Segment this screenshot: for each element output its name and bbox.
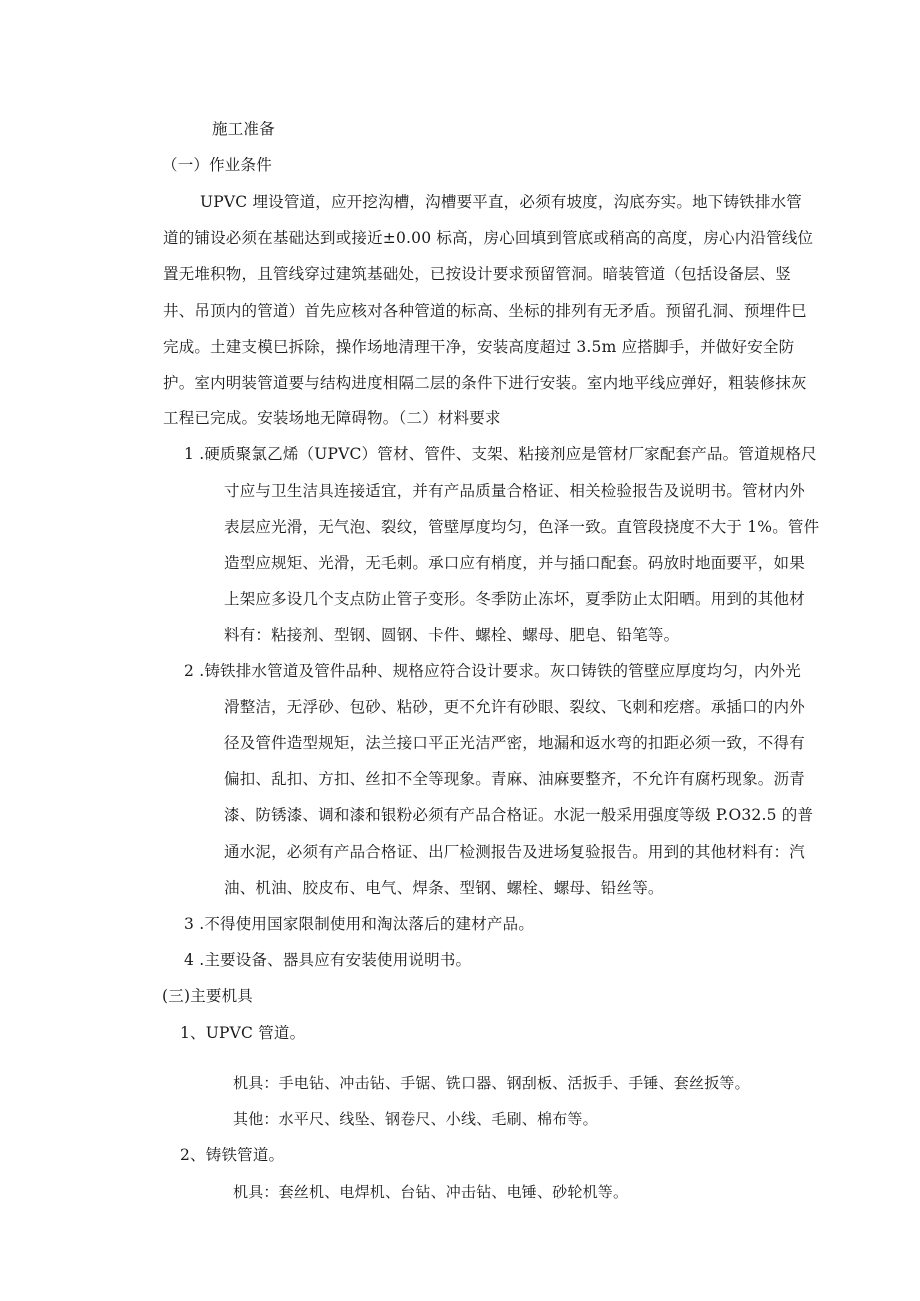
list-item-line: 上架应多设几个支点防止管子变形。冬季防止冻坏，夏季防止太阳晒。用到的其他材 xyxy=(224,590,805,608)
paragraph-line: 井、吊顶内的管道）首先应核对各种管道的标高、坐标的排列有无矛盾。预留孔洞、预埋件巳 xyxy=(163,302,807,320)
paragraph-line: UPVC 埋设管道，应开挖沟槽，沟槽要平直，必须有坡度，沟底夯实。地下铸铁排水管 xyxy=(200,193,802,211)
list-item-line: 径及管件造型规矩，法兰接口平正光洁严密，地漏和返水弯的扣距必须一致，不得有 xyxy=(224,734,805,752)
upvc-other-line: 其他：水平尺、线坠、钢卷尺、小线、毛刷、棉布等。 xyxy=(233,1110,598,1128)
upvc-tools-line: 机具：手电钻、冲击钻、手锯、铣口器、钢刮板、活扳手、手锤、套丝扳等。 xyxy=(233,1074,750,1092)
list-item-line: 油、机油、胶皮布、电气、焊条、型钢、螺栓、螺母、铅丝等。 xyxy=(224,879,664,897)
list-item-line: 寸应与卫生洁具连接适宜，并有产品质量合格证、相关检验报告及说明书。管材内外 xyxy=(224,482,805,500)
list-item-line: 滑整洁，无浮砂、包砂、粘砂，更不允许有砂眼、裂纹、飞刺和疙瘩。承插口的内外 xyxy=(224,698,805,716)
list-item-line: 漆、防锈漆、调和漆和银粉必须有产品合格证。水泥一般采用强度等级 P.O32.5 的普 xyxy=(224,806,814,824)
paragraph-line: 工程已完成。安装场地无障碍物。（二）材料要求 xyxy=(163,409,501,427)
list-item-line: 通水泥，必须有产品合格证、出厂检测报告及进场复验报告。用到的其他材料有：汽 xyxy=(224,843,805,861)
material-item-4: 4 .主要设备、器具应有安装使用说明书。 xyxy=(184,951,472,969)
castiron-tools-line: 机具：套丝机、电焊机、台钻、冲击钻、电锤、砂轮机等。 xyxy=(233,1183,629,1201)
list-item-line: 造型应规矩、光滑，无毛刺。承口应有梢度，并与插口配套。码放时地面要平，如果 xyxy=(224,554,805,572)
section-1-title: （一）作业条件 xyxy=(162,156,272,174)
upvc-subsection-title: 1、UPVC 管道。 xyxy=(180,1024,306,1042)
material-item-3: 3 .不得使用国家限制使用和淘汰落后的建材产品。 xyxy=(184,915,535,933)
paragraph-line: 置无堆积物，且管线穿过建筑基础处，已按设计要求预留管洞。暗装管道（包括设备层、竖 xyxy=(163,265,792,283)
list-item-line: 偏扣、乱扣、方扣、丝扣不全等现象。青麻、油麻要整齐，不允许有腐朽现象。沥青 xyxy=(224,770,805,788)
list-item-line: 料有：粘接剂、型钢、圆钢、卡件、螺栓、螺母、肥皂、铅笔等。 xyxy=(224,626,680,644)
paragraph-line: 护。室内明装管道要与结构进度相隔二层的条件下进行安装。室内地平线应弹好，粗装修抹灰 xyxy=(163,374,807,392)
list-item-line: 表层应光滑，无气泡、裂纹，管壁厚度均匀，色泽一致。直管段挠度不大于 1%。管件 xyxy=(224,518,820,536)
castiron-subsection-title: 2、铸铁管道。 xyxy=(180,1146,285,1164)
section-3-title: (三)主要机具 xyxy=(162,987,253,1005)
list-item-line: 2 .铸铁排水管道及管件品种、规格应符合设计要求。灰口铸铁的管壁应厚度均匀，内外光 xyxy=(184,662,801,680)
section-heading: 施工准备 xyxy=(212,120,275,138)
list-item-line: 1 .硬质聚氯乙烯（UPVC）管材、管件、支架、粘接剂应是管材厂家配套产品。管道规格尺 xyxy=(184,445,817,463)
paragraph-line: 完成。土建支模巳拆除，操作场地清理干净，安装高度超过 3.5m 应搭脚手，并做好安全防 xyxy=(163,338,795,356)
paragraph-line: 道的铺设必须在基础达到或接近±0.00 标高，房心回填到管底或稍高的高度，房心内沿管线位 xyxy=(163,229,814,247)
